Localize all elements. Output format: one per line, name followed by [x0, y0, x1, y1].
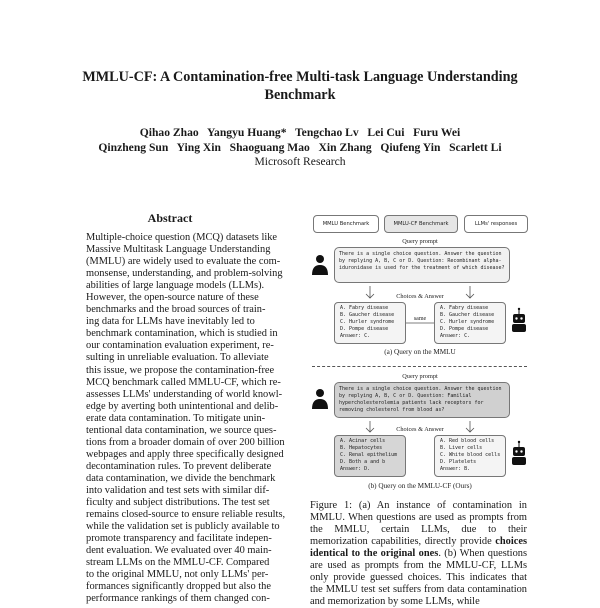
query-box-a: There is a single choice question. Answer the question by replying A, B, C or D. Question: Recombinant alpha-iduronidase is used for the treatment of which disease?: [334, 247, 510, 283]
tab-llm-responses: LLMs' responses: [464, 215, 528, 233]
figure-caption: [310, 500, 527, 608]
query-prompt-label-b: Query prompt: [402, 373, 438, 380]
answer-line: C. Hurler syndrome: [440, 319, 495, 325]
answer-line: Answer: C.: [340, 333, 371, 339]
answer-line: A. Acinar cells: [340, 438, 386, 444]
query-box-b: There is a single choice question. Answer the question by replying A, B, C or D. Question: Familial hypercholesterolemia patients lack receptors for removing cholesterol from blood as?: [334, 382, 510, 418]
answer-line: C. Hurler syndrome: [340, 319, 395, 325]
robot-icon: [512, 308, 526, 332]
authors-line-1: Qihao Zhao Yangyu Huang* Tengchao Lv Lei Cui Furu Wei: [139, 126, 461, 139]
caption-emphasis: choices identical to the original ones: [310, 536, 527, 560]
arrow-icon: [366, 286, 474, 432]
answer-line: B. Gaucher disease: [340, 312, 395, 318]
answer-line: Answer: C.: [440, 333, 471, 339]
choices-label-b: Choices & Answer: [396, 426, 444, 433]
answer-line: D. Pompe disease: [440, 326, 489, 332]
answer-line: Answer: B.: [440, 466, 471, 472]
abstract-body: Multiple-choice question (MCQ) datasets like Massive Multitask Language Understanding (MMLU) are widely used to evaluate the com- monsense, understanding, and problem-solving abilities of large language models (LLMs). However, the open-source nature of these benchmarks and the broad sources of train- ing data for LLMs have inevitably led to benchmark contamination, which is studied in our contamination evaluation experiment, re- sulting in unreliable evaluation. To alleviate this issue, we propose the contamination-free MCQ benchmark called MMLU-CF, which re- assesses LLMs' understanding of world knowl- edge by averting both unintentional and delib- erate data contamination. To mitigate unin- tentional data contamination, we source ques- tions from a broader domain of over 200 billion webpages and apply three specifically designed decontamination rules. To prevent deliberate data contamination, we divide the benchmark into validation and test sets with similar dif- ficulty and subject distributions. The test set remains closed-source to ensure reliable results, while the validation set is publicly available to promote transparency and facilitate indepen- dent evaluation. We evaluated over 40 main- stream LLMs on the MMLU-CF. Compared to the original MMLU, not only LLMs' per- formances significantly dropped but also the performance rankings of them changed con-: [86, 232, 286, 605]
affiliation: Microsoft Research: [254, 155, 346, 168]
answer-line: C. Renal epithelium: [340, 452, 398, 458]
answer-line: B. Gaucher disease: [440, 312, 495, 318]
answer-line: A. Fabry disease: [340, 305, 389, 311]
answer-line: D. Both a and b: [340, 459, 386, 465]
authors-line-2: Qinzheng Sun Ying Xin Shaoguang Mao Xin Zhang Qiufeng Yin Scarlett Li: [98, 140, 502, 154]
answer-line: A. Red blood cells: [440, 438, 495, 444]
subcaption-b: (b) Query on the MMLU-CF (Ours): [368, 482, 472, 490]
caption-text: . (b) When questions are used as prompts from the MMLU-CF, LLMs only provide guessed choices. This indicates that the MMLU test set suffers from data contamination and memorization by some LLMs, while: [310, 548, 528, 608]
same-label: same: [409, 314, 431, 325]
subcaption-a: (a) Query on the MMLU: [384, 348, 456, 356]
caption-text: Figure 1: (a) An instance of contamination in MMLU. When questions are used as prompts from the MMLU, certain LLMs, due to their memorization capabilities, directly provide: [310, 500, 527, 548]
user-icon: [312, 389, 328, 409]
title-line-1: MMLU-CF: A Contamination-free Multi-task Language Understanding: [82, 69, 518, 85]
tab-mmlu-cf-benchmark: MMLU-CF Benchmark: [384, 215, 458, 233]
answer-line: Answer: D.: [340, 466, 371, 472]
abstract-heading: Abstract: [147, 211, 193, 225]
answer-line: B. Hepatocytes: [340, 445, 383, 451]
user-icon: [312, 255, 328, 275]
robot-icon: [512, 441, 526, 465]
tab-mmlu-benchmark: MMLU Benchmark: [313, 215, 379, 233]
answer-line: C. White blood cells: [440, 452, 501, 458]
answer-line: D. Pompe disease: [340, 326, 389, 332]
title-line-2: Benchmark: [264, 87, 336, 103]
answer-line: B. Liver cells: [440, 445, 483, 451]
choices-label-a: Choices & Answer: [396, 293, 444, 300]
answer-line: A. Fabry disease: [440, 305, 489, 311]
query-prompt-label-a: Query prompt: [402, 238, 438, 245]
answer-line: D. Platelets: [440, 459, 477, 465]
